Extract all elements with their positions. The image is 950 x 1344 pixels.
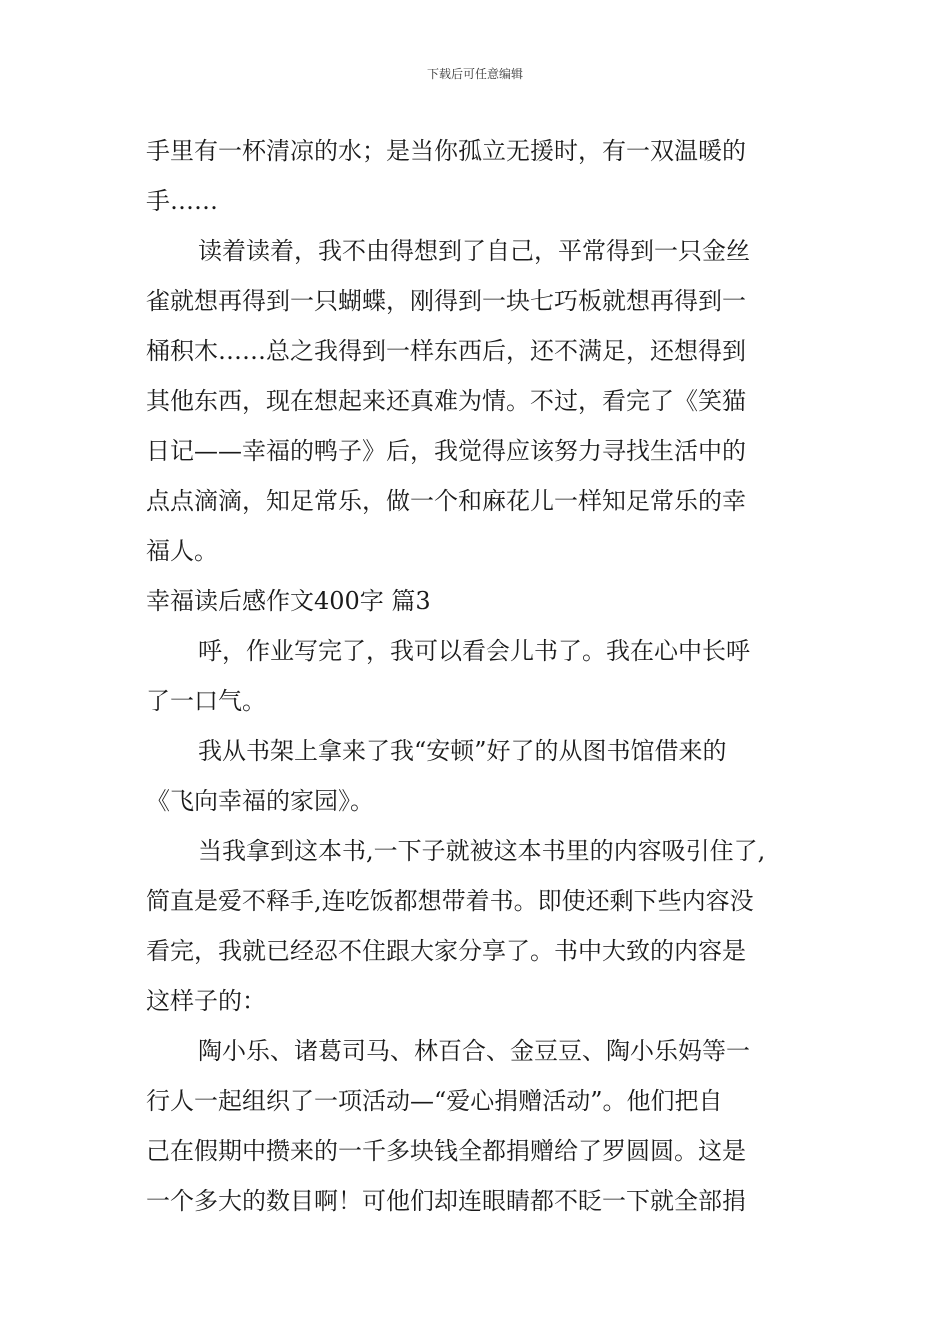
document-body — [146, 126, 810, 1226]
text-line: 其他东西，现在想起来还真难为情。不过，看完了《笑猫 — [146, 387, 746, 415]
text-line: 雀就想再得到一只蝴蝶，刚得到一块七巧板就想再得到一 — [146, 287, 746, 315]
section-heading: 幸福读后感作文400字 篇3 — [146, 587, 431, 615]
text-line: 这样子的： — [146, 987, 266, 1015]
text-line: 己在假期中攒来的一千多块钱全都捐赠给了罗圆圆。这是 — [146, 1137, 746, 1165]
text-line: 点点滴滴，知足常乐，做一个和麻花儿一样知足常乐的幸 — [146, 487, 746, 515]
text-line: 福人。 — [146, 537, 218, 565]
paragraph-start-line: 读着读着，我不由得想到了自己，平常得到一只金丝 — [198, 237, 750, 265]
text-line: 看完，我就已经忍不住跟大家分享了。书中大致的内容是 — [146, 937, 746, 965]
paragraph-start-line: 我从书架上拿来了我“安顿”好了的从图书馆借来的 — [198, 737, 727, 765]
text-line: 了一口气。 — [146, 687, 266, 715]
paragraph-start-line: 陶小乐、诸葛司马、林百合、金豆豆、陶小乐妈等一 — [198, 1037, 750, 1065]
text-line: 手里有一杯清凉的水；是当你孤立无援时，有一双温暖的 — [146, 137, 746, 165]
text-line: 简直是爱不释手,连吃饭都想带着书。即使还剩下些内容没 — [146, 887, 754, 915]
paragraph-start-line: 呼，作业写完了，我可以看会儿书了。我在心中长呼 — [198, 637, 750, 665]
page-header: 下载后可任意编辑 — [426, 67, 523, 81]
text-line: 日记——幸福的鸭子》后，我觉得应该努力寻找生活中的 — [146, 437, 746, 465]
paragraph-start-line: 当我拿到这本书,一下子就被这本书里的内容吸引住了, — [198, 837, 766, 865]
text-line: 一个多大的数目啊！可他们却连眼睛都不眨一下就全部捐 — [146, 1187, 746, 1215]
text-line: 手…… — [146, 187, 218, 215]
text-line: 行人一起组织了一项活动—“爱心捐赠活动”。他们把自 — [146, 1087, 723, 1115]
text-line: 桶积木……总之我得到一样东西后，还不满足，还想得到 — [146, 337, 746, 365]
text-line: 《飞向幸福的家园》。 — [146, 787, 374, 815]
